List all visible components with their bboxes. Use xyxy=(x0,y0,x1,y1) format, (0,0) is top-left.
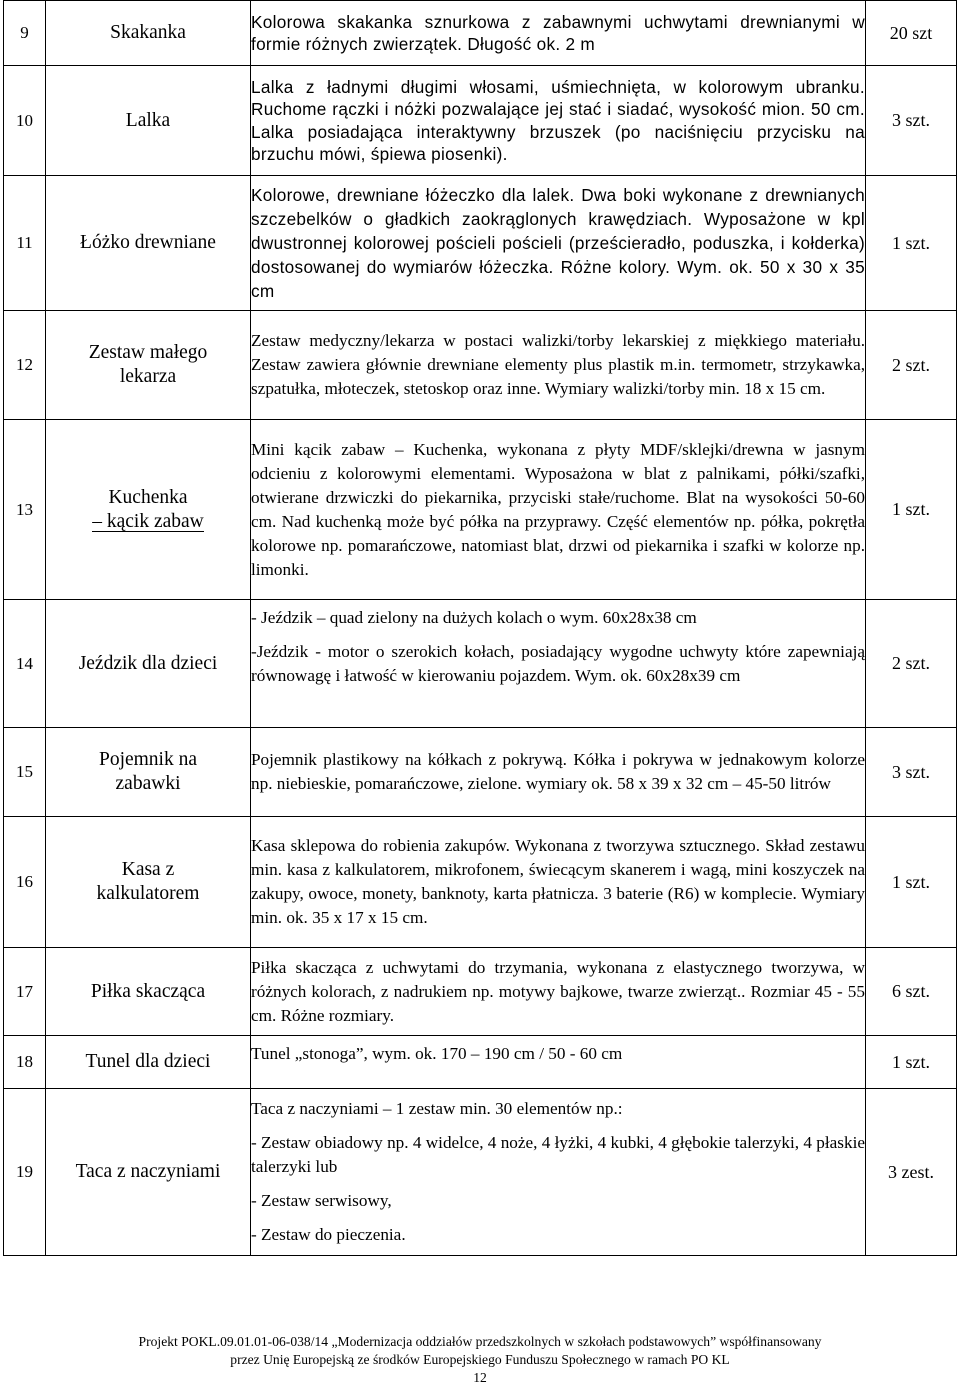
item-description xyxy=(251,1089,866,1256)
item-description: Kasa sklepowa do robienia zakupów. Wykonana z tworzywa sztucznego. Skład zestawu min. kasa z kalkulatorem, mikrofonem, świecącym skanerem i wagą, mini koszyczek na zakupy, owoce, monety, banknoty, karta płatnicza. 3 baterie (R6) w komplecie. Wymiary min. ok. 35 x 17 x 15 cm. xyxy=(251,817,866,948)
table-row xyxy=(4,66,957,176)
item-description: Mini kącik zabaw – Kuchenka, wykonana z płyty MDF/sklejki/drewna w jasnym odcieniu z kolorowymi elementami. Wyposażona w blat z palnikami, półki/szafki, otwierane drzwiczki do piekarnika, przyciski stałe/ruchome. Blat na wysokości 50-60 cm. Nad kuchenką może być półka na przyprawy. Część elementów np. półka, pokrętła kolorowe np. pomarańczowe, natomiast blat, drzwi od piekarnika i szafki w kolorze np. limonki. xyxy=(251,420,866,600)
item-name: Jeździk dla dzieci xyxy=(46,600,251,728)
item-description-part: - Zestaw do pieczenia. xyxy=(251,1225,406,1244)
item-description-part: - Jeździk – quad zielony na dużych kolach o wym. 60x28x38 cm xyxy=(251,608,697,627)
page-footer xyxy=(0,1333,960,1387)
item-name: Kasa z kalkulatorem xyxy=(46,817,251,948)
row-number: 18 xyxy=(4,1036,46,1089)
footer-line: przez Unię Europejską ze środków Europejskiego Funduszu Społecznego w ramach PO KL xyxy=(230,1352,730,1367)
item-name: Lalka xyxy=(46,66,251,176)
item-name: Skakanka xyxy=(46,1,251,66)
item-quantity: 1 szt. xyxy=(866,420,957,600)
table-row xyxy=(4,1089,957,1256)
item-description-part: - Zestaw obiadowy np. 4 widelce, 4 noże, 4 łyżki, 4 kubki, 4 głębokie talerzyki, 4 płaskie talerzyki lub xyxy=(251,1133,865,1176)
item-description: Piłka skacząca z uchwytami do trzymania, wykonana z elastycznego tworzywa, w różnych kolorach, z nadrukiem np. motywy bajkowe, twarze zwierząt.. Rozmiar 45 - 55 cm. Różne rozmiary. xyxy=(251,948,866,1036)
table-row xyxy=(4,1036,957,1089)
item-name: Pojemnik na zabawki xyxy=(46,728,251,817)
item-name: Tunel dla dzieci xyxy=(46,1036,251,1089)
table-row xyxy=(4,176,957,311)
row-number: 12 xyxy=(4,311,46,420)
item-quantity: 6 szt. xyxy=(866,948,957,1036)
footer-line: Projekt POKL.09.01.01-06-038/14 „Modernizacja oddziałów przedszkolnych w szkołach podstawowych” współfinansowany xyxy=(138,1334,822,1349)
item-description: Zestaw medyczny/lekarza w postaci walizki/torby lekarskiej z miękkiego materiału. Zestaw zawiera głównie drewniane elementy plus plastik m.in. termometr, strzykawka, szpatułka, młoteczek, stetoskop oraz inne. Wymiary walizki/torby min. 18 x 15 cm. xyxy=(251,311,866,420)
item-quantity: 3 szt. xyxy=(866,728,957,817)
item-name: Piłka skacząca xyxy=(46,948,251,1036)
row-number: 11 xyxy=(4,176,46,311)
row-number: 9 xyxy=(4,1,46,66)
item-quantity: 3 zest. xyxy=(866,1089,957,1256)
item-description xyxy=(251,600,866,728)
item-description-part: Taca z naczyniami – 1 zestaw min. 30 elementów np.: xyxy=(251,1099,623,1118)
item-description: Kolorowe, drewniane łóżeczko dla lalek. Dwa boki wykonane z drewnianych szczebelków o gładkich zaokrąglonych krawędziach. Wyposażone w kpl dwustronnej kolorowej pościeli pościeli (prześcieradło, poduszka, i kołderka) dostosowanej do wymiarów łóżeczka. Różne kolory. Wym. ok. 50 x 30 x 35 cm xyxy=(251,176,866,311)
item-quantity: 20 szt xyxy=(866,1,957,66)
item-quantity: 2 szt. xyxy=(866,311,957,420)
table-row xyxy=(4,817,957,948)
item-name: Zestaw małego lekarza xyxy=(46,311,251,420)
row-number: 15 xyxy=(4,728,46,817)
table-row xyxy=(4,728,957,817)
item-name-line1: Kuchenka xyxy=(108,486,188,508)
item-quantity: 3 szt. xyxy=(866,66,957,176)
item-description: Lalka z ładnymi długimi włosami, uśmiechnięta, w kolorowym ubranku. Ruchome rączki i nóżki pozwalające jej stać i siadać, wysokość mion. 50 cm. Lalka posiadająca interaktywny brzuszek (po naciśnięciu przycisku na brzuchu mówi, śpiewa piosenki). xyxy=(251,66,866,176)
item-quantity: 1 szt. xyxy=(866,1036,957,1089)
table-row xyxy=(4,311,957,420)
row-number: 16 xyxy=(4,817,46,948)
row-number: 14 xyxy=(4,600,46,728)
row-number: 13 xyxy=(4,420,46,600)
item-quantity: 2 szt. xyxy=(866,600,957,728)
item-description: Pojemnik plastikowy na kółkach z pokrywą. Kółka i pokrywa w jednakowym kolorze np. niebieskie, pomarańczowe, zielone. wymiary ok. 58 x 39 x 32 cm – 45-50 litrów xyxy=(251,728,866,817)
item-quantity: 1 szt. xyxy=(866,817,957,948)
item-description-part: -Jeździk - motor o szerokich kołach, posiadający wygodne uchwyty które zapewniają równowagę i łatwość w kierowaniu pojazdem. Wym. ok. 60x28x39 cm xyxy=(251,642,865,685)
page-number: 12 xyxy=(473,1370,487,1385)
item-description: Tunel „stonoga”, wym. ok. 170 – 190 cm / 50 - 60 cm xyxy=(251,1036,866,1089)
item-name: Taca z naczyniami xyxy=(46,1089,251,1256)
item-name xyxy=(46,420,251,600)
item-name-line2: – kącik zabaw xyxy=(92,510,204,532)
row-number: 17 xyxy=(4,948,46,1036)
row-number: 10 xyxy=(4,66,46,176)
table-row xyxy=(4,1,957,66)
item-description-part: - Zestaw serwisowy, xyxy=(251,1191,392,1210)
item-description: Kolorowa skakanka sznurkowa z zabawnymi uchwytami drewnianymi w formie różnych zwierzątek. Długość ok. 2 m xyxy=(251,1,866,66)
row-number: 19 xyxy=(4,1089,46,1256)
table-row xyxy=(4,600,957,728)
table-row xyxy=(4,420,957,600)
item-name: Łóżko drewniane xyxy=(46,176,251,311)
item-quantity: 1 szt. xyxy=(866,176,957,311)
specification-table xyxy=(3,0,957,1256)
table-row xyxy=(4,948,957,1036)
